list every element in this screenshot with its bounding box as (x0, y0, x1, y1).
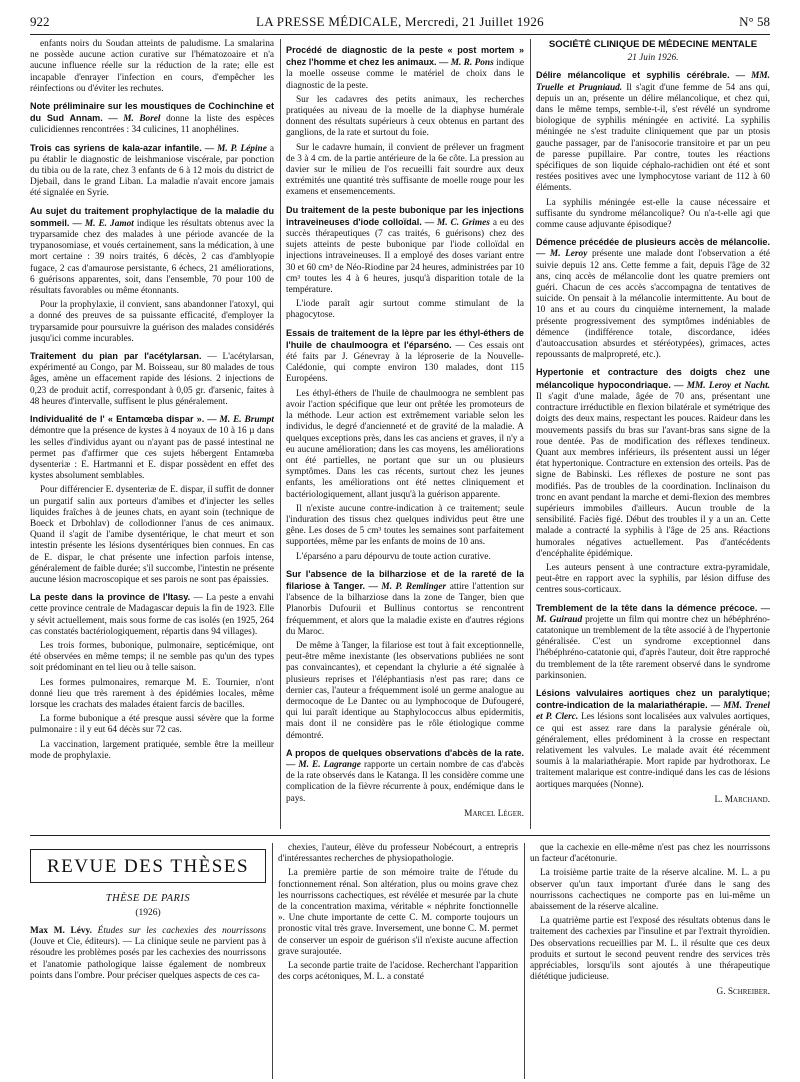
paragraph: Les auteurs pensent à une contracture extra-pyramidale, peut-être en rapport avec la syphilis, par lésion diffuse des centres sous-corticaux. (536, 562, 770, 596)
revue-year: (1926) (135, 908, 161, 918)
article-heading: Au sujet du traitement prophylactique de la maladie du sommeil. (30, 205, 274, 228)
article-text: attire l'attention sur l'absence de la bilharziose dans la zone de Tanger, bien que Planorbis Dufourii et Bullinus contortus se rencontrent fréquemment, et alors que la maladie existe en d'autres régions du Maroc. (286, 581, 524, 637)
article-heading: Trois cas syriens de kala-azar infantile. (30, 142, 202, 153)
article-paragraph: Sur l'absence de la bilharziose et de la rareté de la filariose à Tanger. — M. P. Remlinger attire l'attention sur l'absence de la bilharziose dans la zone de Tanger, bien que Planorbis Dufourii et Bullinus contortus se rencontrent fréquemment, et alors que la maladie existe en d'autres régions du Maroc. (286, 568, 524, 637)
signature: Marcel Léger. (464, 808, 524, 819)
article-paragraph: Lésions valvulaires aortiques chez un paralytique; contre-indication de la malariathérapie. — MM. Trenel et P. Clerc. Les lésions sont localisées aux valvules aortiques, ce qui est assez rare dans la paralysie générale où, généralement, elles prédominent à la crosse en respectant relativement les valvules. Le malade avait été récemment soumis à la malariathérapie. Mort rapide par hydrothorax. Le traitement malarique est contre-indiqué dans les cas de lésions aortiques marquées (Nonne). (536, 687, 770, 790)
journal-title: LA PRESSE MÉDICALE, Mercredi, 21 Juillet 1926 (256, 14, 544, 29)
article-author: M. E. Brumpt (219, 415, 274, 426)
thesis-intro-text: (Jouve et Cie, éditeurs). — La clinique seule ne parvient pas à résoudre les problèmes posés par les cachexies des nourrissons et l'anatomie pathologique laisse également de nombreux points dans l'ombre. Pour préciser quelques aspects de ces ca- (30, 937, 266, 981)
paragraph: La première partie de son mémoire traite de l'étude du fonctionnement rénal. Son altération, plus ou moins grave chez les nourrissons cachectiques, est révélée et mesurée par la chute de la concentration maxima, véritable « néphrite fonctionnelle ». Une chute importante de cette C. M. comporte toujours un pronostic vital très grave. Inversement, une bonne C. M. permet de conserver un espoir de guérison s'il n'existe aucune affection grave surajoutée. (278, 868, 518, 957)
article-text: indique les résultats obtenus avec la tryparsamide chez des malades à une période avancée de la trypanosomiase, et voués certainement, sans la médication, à une mort certaine : 39 noirs traités, 6 décès, 2 cas d'amblyopie fugace, 2 cas d'amaurose persistante, 6 échecs, 21 améliorations, 6 guérisons apparentes, soit, dans l'ensemble, 70 pour 100 de résultats favorables ou même étonnants. (30, 218, 274, 297)
column-divider (530, 39, 531, 829)
article-author: M. Guiraud (536, 614, 583, 625)
article-text: indique la moelle osseuse comme le matériel de choix dans le diagnostic de la peste. (286, 58, 524, 91)
article-paragraph: Démence précédée de plusieurs accès de mélancolie. — M. Leroy présente une malade dont l'observation a été suivie depuis 12 ans. Cette femme a fait, depuis l'âge de 32 ans, cinq accès de mélancolie dont les quatre premiers ont guéri. Chacun de ces accès s'accompagna de tentatives de suicide. On pensait à la mélancolie intermittente. Au bout de 10 ans et au cours du cinquième internement, la malade présente progressivement des symptômes indéniables de démence (indifférence totale, discordance, idées d'autoaccusation absurdes et stéréotypées), grimaces, actes repoussants de malpropreté, etc.). (536, 237, 770, 361)
article-heading: Individualité de l' « Entamœba dispar ». (30, 414, 205, 425)
revue-subtitle: THÈSE DE PARIS (105, 893, 191, 904)
article-text: Il s'agit d'une femme de 54 ans qui, depuis un an, présente un délire mélancolique, et chez qui, dans le même temps, semble-t-il, s'est révélé un syndrome biologique de syphilis méningée en activité. La syphilis méningée ne s'est traduite cliniquement que par un ptosis gauche passager, par de l'anisocorie transitoire et par un peu de paresse pupillaire. Par contre, toutes les réactions spécifiques de son liquide céphalo-rachidien ont été et sont restées positives avec une lymphocytose variant de 112 à 60 éléments. (536, 82, 770, 194)
thesis-author: Max M. Lévy. (30, 926, 92, 936)
column-2 (286, 39, 524, 831)
article-heading: Procédé de diagnostic de la peste « post mortem » chez l'homme et chez les animaux. (286, 45, 524, 68)
article-heading: La peste dans la province de l'Itasy. (30, 592, 191, 603)
revue-title: REVUE DES THÈSES (30, 849, 266, 883)
column-1 (30, 39, 274, 831)
paragraph: L'iode paraît agir surtout comme stimulant de la phagocytose. (286, 299, 524, 321)
paragraph: De même à Tanger, la filariose est tout à fait exceptionnelle, peut-être même inexistante (les observations publiées ne sont pas convaincantes), et cependant la chylurie a été signalée à plusieurs reprises et l'éléphantiasis n'est pas rare; dans ce dernier cas, l'auteur a fréquemment isolé un germe analogue au dermocoque de Le Dantec ou au lymphocoque de Dufougeré, qui lui paraît identique au Staphylococcus albus epidermitis, mais dont il ne considère pas le rôle étiologique comme démontré. (286, 640, 524, 741)
paragraph: Les éthyl-éthers de l'huile de chaulmoogra ne semblent pas avoir l'action spécifique que leur ont prêtée les promoteurs de la méthode. Leur action est extrêmement variable selon les individus, le degré d'ancienneté et de gravité de la maladie. A quelques exceptions près, dans les cas anciens et graves, il n'y a eu aucune amélioration; dans les cas moyens, les améliorations ont été partielles, ne portant que sur un ou plusieurs symptômes. Dans les cas récents, surtout chez les jeunes enfants, les améliorations ont été nettes cliniquement et bactériologiquement, allant jusqu'à la guérison apparente. (286, 388, 524, 500)
article-paragraph: Du traitement de la peste bubonique par les injections intraveineuses d'iode colloïdal. — M. C. Grimes a eu des succès thérapeutiques (7 cas traités, 6 guérisons) chez des sujets atteints de peste bubonique par l'iode colloïdal en injections intraveineuses. Il a employé des doses variant entre 30 et 60 cm³ de Néo-Riodine par 24 heures, administrées par 10 cm³ toutes les 4 à 6 heures, jusqu'à disparition totale de la température. (286, 204, 524, 296)
paragraph: Il n'existe aucune contre-indication à ce traitement; seule l'induration des tissus chez quelques individus peut être une gêne. Les doses de 5 cm³ toutes les semaines sont parfaitement supportées, même par les enfants de moins de 10 ans. (286, 503, 524, 548)
article-author: M. P. Lépine (217, 143, 267, 154)
paragraph: La quatrième partie est l'exposé des résultats obtenus dans le traitement des cachexies par l'insuline et par l'extrait thyroïdien. Des observations recueillies par M. L. il résulte que ces deux produits et surtout le second peuvent rendre des services très appréciables, lorsqu'ils sont ajoutés à une thérapeutique diététique judicieuse. (530, 916, 770, 983)
paragraph: que la cachexie en elle-même n'est pas chez les nourrissons un facteur d'acétonurie. (530, 843, 770, 865)
article-author: M. R. Pons (450, 58, 494, 69)
column-3 (536, 39, 770, 831)
article-paragraph: Hypertonie et contracture des doigts chez une mélancolique hypocondriaque. — MM. Leroy et Nacht. Il s'agit d'une malade, âgée de 70 ans, présentant une contracture irréductible en flexion bilatérale et symétrique des doigts des deux mains, respectant les pouces. Raideur dans les mouvements passifs du bras sur l'avant-bras sans signe de la roue dentée. Pas de modification des réflexes tendineux. Quant aux membres inférieurs, ils présentent aussi un léger état hypertonique. Contracture en extension des orteils. Pas de signe de Babinski. Les réflexes de posture ne sont pas modifiés. Pas de troubles de la coordination. Inclinaison du tronc en avant pendant la marche et demi-flexion des membres supérieurs immobiles d'ailleurs. Aucun trouble de la sensibilité. Faciès figé. Début des troubles il y a un an. Cette malade a contracté la syphilis à l'âge de 25 ans. Réactions humorales négatives actuellement. Pas d'antécédents d'encéphalite épidémique. (536, 367, 770, 559)
paragraph: La troisième partie traite de la réserve alcaline. M. L. a pu observer qu'un taux important d'urée dans le sang des nourrissons cachectiques ne comporte pas en lui-même un abaissement de la réserve alcaline. (530, 868, 770, 913)
signature: L. Marchand. (714, 794, 770, 805)
article-text: démontre que la présence de kystes à 4 noyaux de 10 à 16 µ dans les selles d'individus ayant ou n'ayant pas de passé intestinal ne permet pas d'affirmer que ces sujets hébergent Entamœba dysenteriæ : E. Hartmanni et E. dispar possèdent en effet des kystes absolument semblables. (30, 426, 274, 482)
paragraph: L'éparséno a paru dépourvu de toute action curative. (296, 551, 491, 562)
article-text: rapporte un certain nombre de cas d'abcès de la rate observés dans le Katanga. Il les considère comme une complication de la fièvre récurrente à poux, endémique dans le pays. (286, 759, 524, 804)
article-author: MM. Leroy et Nacht. (686, 380, 770, 391)
thesis-intro (30, 926, 266, 982)
revue-column-3 (530, 843, 770, 1081)
article-heading: Essais de traitement de la lèpre par les éthyl-éthers de l'huile de chaulmoogra et l'éparséno. (286, 327, 524, 350)
issue-number: N° 58 (739, 14, 770, 29)
paragraph: Les formes pulmonaires, remarque M. E. Tournier, n'ont donné lieu que très rarement à des épidémies locales, même lorsque les crachats des malades étaient farcis de bacilles. (30, 677, 274, 710)
paragraph: Sur les cadavres des petits animaux, les recherches pratiquées au niveau de la moelle de la diaphyse humérale donnent des résultats supérieurs à ceux obtenus en partant des ganglions, de la rate et surtout du foie. (286, 94, 524, 139)
article-text: a pu établir le diagnostic de leishmaniose viscérale, par ponction du tibia ou de la rate, chez 3 enfants de 6 à 12 mois du district de Djebail, dans le grand Liban. La maladie n'avait encore jamais été signalée en Syrie. (30, 143, 274, 199)
paragraph: Sur le cadavre humain, il convient de prélever un fragment de 3 à 4 cm. de la partie antérieure de la 6e côte. La pression au davier sur le milieu de l'os recueilli fait sourdre aux deux extrémités une quantité très suffisante de moelle rouge pour les examens et ensemencements. (286, 142, 524, 198)
article-text: Les lésions sont localisées aux valvules aortiques, ce qui est assez rare dans la paralysie générale où, généralement, elles prédominent à la crosse en respectant relativement les valvules. Le malade avait été récemment soumis à la malariathérapie. Mort rapide par hydrothorax. Le traitement malarique est contre-indiqué dans les cas de lésions aortiques marquées (Nonne). (536, 712, 770, 790)
article-paragraph: Trois cas syriens de kala-azar infantile. — M. P. Lépine a pu établir le diagnostic de leishmaniose viscérale, par ponction du tibia ou de la rate, chez 3 enfants de 6 à 12 mois du district de Djebail, dans le grand Liban. La maladie n'avait encore jamais été signalée en Syrie. (30, 142, 274, 199)
article-paragraph: Délire mélancolique et syphilis cérébrale. — MM. Truelle et Prugniaud. Il s'agit d'une femme de 54 ans qui, depuis un an, présente un délire mélancolique, et chez qui, dans le même temps, semble-t-il, s'est révélé un syndrome biologique de syphilis méningée en activité. La syphilis méningée ne s'est traduite cliniquement que par un ptosis gauche passager, par de l'anisocorie transitoire et par un peu de paresse pupillaire. Par contre, toutes les réactions spécifiques de son liquide céphalo-rachidien ont été et sont restées positives avec une lymphocytose variant de 112 à 60 éléments. (536, 70, 770, 194)
article-heading: Délire mélancolique et syphilis cérébrale. (536, 70, 730, 81)
article-paragraph: Individualité de l' « Entamœba dispar ». — M. E. Brumpt démontre que la présence de kystes à 4 noyaux de 10 à 16 µ dans les selles d'individus ayant ou n'ayant pas de passé intestinal ne permet pas d'affirmer que ces sujets hébergent Entamœba dysenteriæ : E. Hartmanni et E. dispar possèdent en effet des kystes absolument semblables. (30, 414, 274, 482)
article-heading: Tremblement de la tête dans la démence précoce. (536, 602, 758, 613)
page-number: 922 (30, 14, 50, 29)
article-heading: Hypertonie et contracture des doigts chez une mélancolique hypocondriaque. (536, 367, 770, 390)
article-text: Il s'agit d'une malade, âgée de 70 ans, présentant une contracture irréductible en flexion bilatérale et symétrique des doigts des deux mains, respectant les pouces. Raideur dans les mouvements passifs du bras sur l'avant-bras sans signe de la roue dentée. Pas de modification des réflexes tendineux. Quant aux membres inférieurs, ils présentent aussi un léger état hypertonique. Contracture en extension des orteils. Pas de signe de Babinski. Les réflexes de posture ne sont pas modifiés. Pas de troubles de la coordination. Inclinaison du tronc en avant pendant la marche et demi-flexion des membres supérieurs immobiles d'ailleurs. Aucun trouble de la sensibilité. Faciès figé. Début des troubles il y a un an. Cette malade a contracté la syphilis à l'âge de 25 ans. Réactions humorales négatives actuellement. Pas d'antécédents d'encéphalite épidémique. (536, 391, 770, 559)
article-heading: Lésions valvulaires aortiques chez un paralytique; contre-indication de la malariathérapie. (536, 687, 770, 711)
column-divider (280, 39, 281, 829)
article-author: MM. Truelle et Prugniaud. (536, 71, 770, 93)
article-author: MM. Trenel et P. Clerc. (536, 701, 770, 723)
article-text: a eu des succès thérapeutiques (7 cas traités, 6 guérisons) chez des sujets atteints de peste bubonique par l'iode colloïdal en injections intraveineuses. Il a employé des doses variant entre 30 et 60 cm³ de Néo-Riodine par 24 heures, administrées par 10 cm³ toutes les 4 à 6 heures, jusqu'à disparition totale de la température. (286, 217, 524, 296)
page-header (30, 14, 770, 32)
article-paragraph: Au sujet du traitement prophylactique de la maladie du sommeil. — M. E. Jamot indique les résultats obtenus avec la tryparsamide chez des malades à une période avancée de la trypanosomiase, et voués certainement, sans la médication, à une mort certaine : 39 noirs traités, 6 décès, 2 cas d'amblyopie fugace, 2 cas d'amaurose persistante, 6 échecs, 21 améliorations, 6 guérisons apparentes, soit, dans l'ensemble, 70 pour 100 de résultats favorables ou même étonnants. (30, 205, 274, 297)
article-heading: Sur l'absence de la bilharziose et de la rareté de la filariose à Tanger. (286, 568, 524, 591)
paragraph: La vaccination, largement pratiquée, semble être la meilleur mode de prophylaxie. (30, 739, 274, 761)
signature: G. Schreiber. (716, 987, 770, 998)
article-text: présente une malade dont l'observation a été suivie depuis 12 ans. Cette femme a fait, depuis l'âge de 32 ans, cinq accès de mélancolie dont les quatre premiers ont guéri. Chacun de ces accès s'accompagna de tentatives de suicide. On pensait à la mélancolie intermittente. Au bout de 10 ans et au cours du cinquième internement, la malade présente progressivement des symptômes indéniables de démence (indifférence totale, discordance, idées d'autoaccusation absurdes et stéréotypées), grimaces, actes repoussants de malpropreté, etc.). (536, 249, 770, 361)
article-text: projette un film qui montre chez un hébéphréno-catatonique un tremblement de la tête associé à de l'hypertonie généralisée. C'est un syndrome exceptionnel dans l'hébéphréno-catatonie qui, d'après l'auteur, doit être rapproché du tremblement de la tête rarement observé dans le syndrome parkinsonien. (536, 614, 770, 681)
article-author: M. Borel (123, 114, 161, 125)
column-divider (272, 843, 273, 1079)
thesis-title: Études sur les cachexies des nourrissons (97, 926, 266, 936)
paragraph: Les trois formes, bubonique, pulmonaire, septicémique, ont été observées en même temps; il ne semble pas qu'un des types soit prédominant en tel lieu ou à telle saison. (30, 640, 274, 674)
article-text: donne la liste des espèces culicidiennes rencontrées : 34 culicines, 11 anophélines. (30, 114, 274, 136)
article-paragraph: Procédé de diagnostic de la peste « post mortem » chez l'homme et chez les animaux. — M. R. Pons indique la moelle osseuse comme le matériel de choix dans le diagnostic de la peste. (286, 45, 524, 91)
article-author: M. E. Lagrange (298, 759, 361, 770)
article-paragraph: Note préliminaire sur les moustiques de Cochinchine et du Sud Annam. — M. Borel donne la liste des espèces culicidiennes rencontrées : 34 culicines, 11 anophélines. (30, 101, 274, 136)
article-heading: Du traitement de la peste bubonique par les injections intraveineuses d'iode colloïdal. (286, 204, 524, 227)
paragraph: enfants noirs du Soudan atteints de paludisme. La smalarina ne possède aucune action curative sur l'hématozoaire et n'a aucune influence réelle sur la réduction de la rate; elle est incapable d'enrayer l'infection en cours, d'empêcher les réinfections ou d'éviter les rechutes. (30, 39, 274, 94)
article-paragraph (30, 351, 274, 408)
revue-column-2 (278, 843, 518, 1081)
article-author: M. C. Grimes (436, 217, 490, 228)
section-rule (30, 835, 770, 836)
article-paragraph (286, 328, 524, 386)
article-heading: A propos de quelques observations d'abcès de la rate. (286, 747, 524, 758)
paragraph: Pour différencier E. dysenteriæ de E. dispar, il suffit de donner un purgatif salin aux porteurs d'amibes et d'injecter les selles liquides fraîches à de jeunes chats, en ayant soin (technique de Boeck et Drbohlav) de collodionner l'anus de ces animaux. Quand il s'agit de l'amibe dysentérique, le chat meurt et son intestin présente les lésions dysentériques bien connues. En cas de E. dispar, le chat présente une infection parfois intense, généralement de faible durée; s'il succombe, l'intestin ne présente aucune lésion macroscopique et ses parois ne sont pas épaissies. (30, 485, 274, 585)
paragraph: chexies, l'auteur, élève du professeur Nobécourt, a entrepris d'intéressantes recherches de physiopathologie. (278, 843, 518, 865)
paragraph: La forme bubonique a été presque aussi sévère que la forme pulmonaire : il y eut 64 décès sur 72 cas. (30, 714, 274, 736)
header-rule (30, 34, 770, 35)
article-paragraph: A propos de quelques observations d'abcès de la rate. — M. E. Lagrange rapporte un certain nombre de cas d'abcès de la rate observés dans le Katanga. Il les considère comme une complication de la fièvre récurrente à poux, endémique dans le pays. (286, 747, 524, 804)
article-text: — L'acétylarsan, expérimenté au Congo, par M. Boisseau, sur 80 malades de tous âges, amène un effacement rapide des lésions. 2 injections de 0,23 de produit actif, correspondant à 0,05 gr. d'arsenic, faites à 48 heures d'intervalle, suffisent le plus généralement. (30, 352, 274, 407)
article-paragraph: Tremblement de la tête dans la démence précoce. — M. Guiraud projette un film qui montre chez un hébéphréno-catatonique un tremblement de la tête associé à de l'hypertonie généralisée. C'est un syndrome exceptionnel dans l'hébéphréno-catatonie qui, d'après l'auteur, doit être rapproché du tremblement de la tête rarement observé dans le syndrome parkinsonien. (536, 602, 770, 681)
article-heading: Traitement du pian par l'acétylarsan. (30, 351, 202, 362)
paragraph: La seconde partie traite de l'acidose. Recherchant l'apparition des corps acétoniques, M. L. a constaté (278, 961, 518, 983)
article-heading: Démence précédée de plusieurs accès de mélancolie. (536, 237, 770, 248)
article-heading: Note préliminaire sur les moustiques de Cochinchine et du Sud Annam. (30, 101, 274, 124)
article-author: M. Leroy (549, 249, 588, 260)
column-divider (524, 843, 525, 1079)
article-author: M. E. Jamot (84, 218, 134, 229)
article-text: — Ces essais ont été faits par J. Génevray à la léproserie de la Nouvelle-Calédonie, qui compte environ 130 malades, dont 115 Européens. (286, 340, 524, 385)
paragraph: La syphilis méningée est-elle la cause nécessaire et suffisante du syndrome mélancolique? Ou n'a-t-elle agi que comme cause adjuvante épisodique? (536, 197, 770, 231)
article-author: M. P. Remlinger (381, 581, 447, 592)
paragraph: Pour la prophylaxie, il convient, sans abandonner l'atoxyl, qui a donné des preuves de sa puissante efficacité, d'employer la tryparsamide pour poursuivre la guérison des malades considérés jusqu'ici comme incurables. (30, 300, 274, 344)
article-text: — La peste a envahi cette province centrale de Madagascar depuis la fin de 1923. Elle y sévit actuellement, mais sous forme de cas isolés (en 1925, 264 cas constatés bactériologiquement, répartis dans 94 villages). (30, 593, 274, 637)
society-date: 21 Juin 1926. (627, 53, 679, 64)
society-title: SOCIÉTÉ CLINIQUE DE MÉDECINE MENTALE (548, 39, 758, 50)
revue-des-theses (30, 843, 266, 1081)
article-paragraph (30, 592, 274, 638)
